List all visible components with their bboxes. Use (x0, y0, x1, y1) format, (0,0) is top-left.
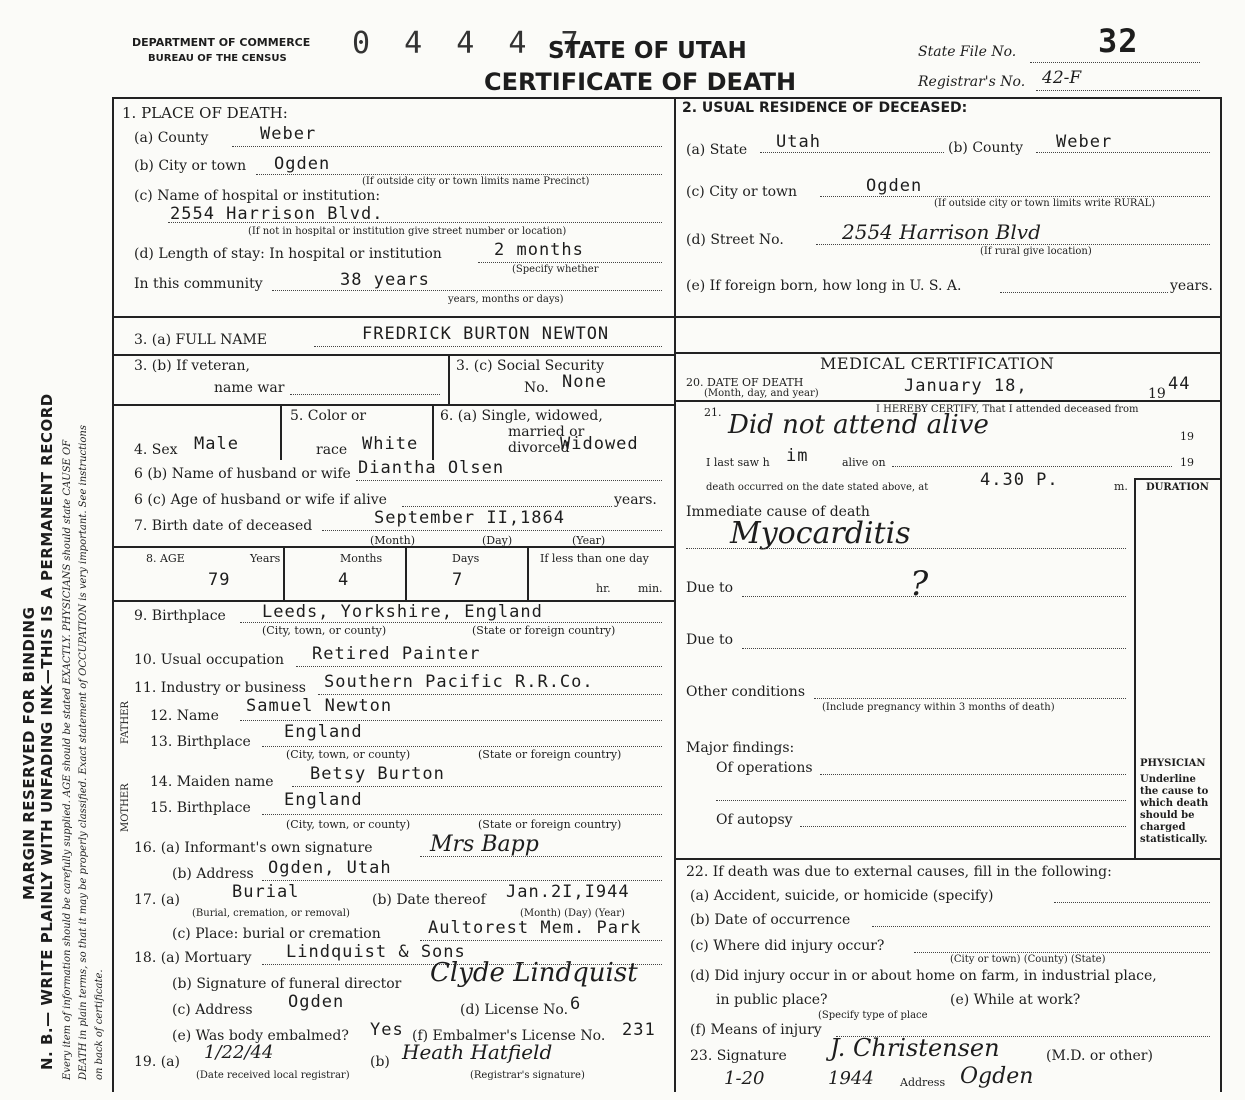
immediate-cause: Myocarditis (730, 516, 911, 551)
received-value: 1/22/44 (204, 1042, 274, 1063)
burial-value: Burial (232, 882, 300, 902)
physician-address: Ogden (960, 1064, 1034, 1089)
war-label: name war (214, 380, 285, 396)
pod-hospital-label: (c) Name of hospital or institution: (134, 188, 381, 204)
operations-label: Of operations (716, 760, 813, 776)
father-bp-state-note: (State or foreign country) (478, 748, 622, 761)
death-occurred-label: death occurred on the date stated above, at (706, 482, 929, 493)
occupation-value: Retired Painter (312, 644, 481, 664)
mother-bp-state-note: (State or foreign country) (478, 818, 622, 831)
less-than-day-label: If less than one day (540, 552, 649, 565)
pregnancy-note: (Include pregnancy within 3 months of death) (822, 702, 1055, 713)
pod-community: 38 years (340, 270, 430, 290)
director-signature: Clyde Lindquist (430, 958, 638, 988)
mortuary-value: Lindquist & Sons (286, 942, 466, 962)
mortuary-label: 18. (a) Mortuary (134, 950, 252, 966)
physician-address-label: Address (900, 1076, 946, 1089)
certify-handwriting: Did not attend alive (728, 410, 989, 440)
res-city: Ogden (866, 176, 923, 196)
pod-city-label: (b) City or town (134, 158, 247, 174)
informant-signature: Mrs Bapp (430, 832, 539, 857)
dod-year: 44 (1168, 374, 1191, 394)
marital-label: 6. (a) Single, widowed, (440, 408, 603, 424)
sex-value: Male (194, 434, 239, 454)
margin-reserved-text (20, 607, 38, 900)
pod-hospital: 2554 Harrison Blvd. (170, 204, 384, 224)
other-conditions-label: Other conditions (686, 684, 806, 700)
father-bp-city-note: (City, town, or county) (286, 748, 411, 761)
spouse-age-suffix: years. (614, 492, 657, 508)
registrar-signature: Heath Hatfield (402, 1040, 553, 1064)
duration-label: DURATION (1146, 482, 1209, 493)
informant-address: Ogden, Utah (268, 858, 392, 878)
nb-label: N. B.— (38, 1011, 56, 1070)
ss-label: 3. (c) Social Security (456, 358, 605, 374)
state-title: STATE OF UTAH (548, 38, 747, 64)
sex-label: 4. Sex (134, 442, 178, 458)
res-street-label: (d) Street No. (686, 232, 784, 248)
certify-year-1: 19 (1180, 430, 1194, 443)
pod-city: Ogden (274, 154, 331, 174)
pod-hospital-note: (If not in hospital or institution give street number or location) (248, 226, 567, 237)
immediate-label: Immediate cause of death (686, 504, 870, 520)
birthplace-label: 9. Birthplace (134, 608, 226, 624)
min-label: min. (638, 582, 663, 595)
burial-date: Jan.2I,I944 (506, 882, 630, 902)
dept-label: DEPARTMENT OF COMMERCE (132, 36, 311, 49)
pod-stay: 2 months (494, 240, 584, 260)
occupation-label: 10. Usual occupation (134, 652, 284, 668)
res-city-note: (If outside city or town limits write RURAL) (934, 198, 1156, 209)
birthplace-city-note: (City, town, or county) (262, 624, 387, 637)
due-to-label-2: Due to (686, 632, 734, 648)
ext-f-label: (f) Means of injury (690, 1022, 822, 1038)
time-value: 4.30 P. (980, 470, 1059, 490)
registrar-label: Registrar's No. (918, 74, 1026, 90)
ext-b-label: (b) Date of occurrence (690, 912, 851, 928)
race-value: White (362, 434, 419, 454)
physician-box-text: Underline the cause to which death should be charged statistically. (1140, 774, 1209, 845)
embalmer-value: 231 (622, 1020, 656, 1040)
physician-signature: J. Christensen (830, 1034, 1000, 1062)
res-foreign-suffix: years. (1170, 278, 1213, 294)
marital-label-3: divorced (508, 440, 570, 456)
birth-label: 7. Birth date of deceased (134, 518, 313, 534)
mother-birthplace: England (284, 790, 363, 810)
pod-community-note: years, months or days) (448, 294, 564, 305)
birth-value: September II,1864 (374, 508, 565, 528)
hr-label: hr. (596, 582, 611, 595)
father-birthplace-label: 13. Birthplace (150, 734, 251, 750)
margin-note-2: DEATH in plain terms, so that it may be properly classified. Exact statement of OCCUPATION is very important. See instructions (78, 425, 89, 1080)
burial-label: 17. (a) (134, 892, 180, 908)
months-label: Months (340, 552, 383, 565)
certify-text: I HEREBY CERTIFY, That I attended deceased from (876, 404, 1139, 415)
age-years: 79 (208, 570, 231, 590)
spouse-value: Diantha Olsen (358, 458, 505, 478)
state-file-no: 32 (1098, 22, 1139, 60)
burial-date-note: (Month) (Day) (Year) (520, 908, 625, 919)
burial-place-label: (c) Place: burial or cremation (172, 926, 381, 942)
received-note: (Date received local registrar) (196, 1070, 350, 1081)
last-saw-value: im (786, 446, 809, 466)
place-of-death-heading: 1. PLACE OF DEATH: (122, 104, 288, 122)
burial-date-label: (b) Date thereof (372, 892, 486, 908)
birthplace-value: Leeds, Yorkshire, England (262, 602, 543, 622)
mother-birthplace-label: 15. Birthplace (150, 800, 251, 816)
margin-note-3: on back of certificate. (94, 969, 105, 1080)
m-label: m. (1114, 480, 1128, 493)
mother-name-label: 14. Maiden name (150, 774, 274, 790)
physician-box-title: PHYSICIAN (1140, 758, 1206, 769)
res-foreign-label: (e) If foreign born, how long in U. S. A. (686, 278, 962, 294)
dod-year-prefix: 19 (1148, 386, 1166, 402)
external-heading: 22. If death was due to external causes, fill in the following: (686, 864, 1112, 880)
embalmer-label: (f) Embalmer's License No. (412, 1028, 606, 1044)
pod-county-label: (a) County (134, 130, 209, 146)
burial-note: (Burial, cremation, or removal) (192, 908, 350, 919)
ext-d-note: (Specify type of place (818, 1010, 928, 1021)
race-label: race (316, 442, 348, 458)
father-birthplace: England (284, 722, 363, 742)
spouse-age-label: 6 (c) Age of husband or wife if alive (134, 492, 387, 508)
registrar-sig-note: (Registrar's signature) (470, 1070, 585, 1081)
burial-place: Aultorest Mem. Park (428, 918, 642, 938)
father-name-label: 12. Name (150, 708, 219, 724)
received-label: 19. (a) (134, 1054, 180, 1070)
res-city-label: (c) City or town (686, 184, 798, 200)
pod-county: Weber (260, 124, 317, 144)
marital-value: Widowed (560, 434, 639, 454)
birth-month-note: (Month) (370, 534, 416, 547)
years-label: Years (250, 552, 281, 565)
full-name: FREDRICK BURTON NEWTON (362, 324, 610, 344)
embalmed-value: Yes (370, 1020, 404, 1040)
color-label: 5. Color or (290, 408, 367, 424)
mortuary-address-label: (c) Address (172, 1002, 253, 1018)
certificate-title: CERTIFICATE OF DEATH (484, 68, 797, 96)
signature-date: 1-20 (724, 1068, 765, 1089)
pod-community-label: In this community (134, 276, 263, 292)
mother-name: Betsy Burton (310, 764, 445, 784)
res-street: 2554 Harrison Blvd (842, 220, 1041, 244)
ext-c-label: (c) Where did injury occur? (690, 938, 885, 954)
margin-reserved-label: MARGIN RESERVED FOR BINDING (20, 606, 38, 900)
bureau-label: BUREAU OF THE CENSUS (148, 53, 287, 64)
ext-d2-label: in public place? (716, 992, 828, 1008)
industry-label: 11. Industry or business (134, 680, 306, 696)
autopsy-label: Of autopsy (716, 812, 793, 828)
alive-on-label: alive on (842, 456, 886, 469)
mortuary-address: Ogden (288, 992, 345, 1012)
birthplace-state-note: (State or foreign country) (472, 624, 616, 637)
ext-a-label: (a) Accident, suicide, or homicide (specify) (690, 888, 994, 904)
birth-day-note: (Day) (482, 534, 513, 547)
due-to-value-1: ? (910, 564, 929, 604)
mother-side-label: MOTHER (120, 783, 131, 832)
ext-c-note: (City or town) (County) (State) (950, 954, 1106, 965)
ext-e-label: (e) While at work? (950, 992, 1081, 1008)
license-value: 6 (570, 994, 582, 1014)
marital-label-2: married or (508, 424, 585, 440)
age-days: 7 (452, 570, 464, 590)
father-side-label: FATHER (120, 701, 131, 744)
medical-heading: MEDICAL CERTIFICATION (820, 354, 1055, 373)
ext-d-label: (d) Did injury occur in or about home on farm, in industrial place, (690, 968, 1157, 984)
residence-heading: 2. USUAL RESIDENCE OF DECEASED: (682, 100, 968, 116)
ss-value: None (562, 372, 607, 392)
last-saw-label: I last saw h (706, 456, 770, 469)
signature-suffix: (M.D. or other) (1046, 1048, 1153, 1064)
embalmed-label: (e) Was body embalmed? (172, 1028, 349, 1044)
director-label: (b) Signature of funeral director (172, 976, 402, 992)
certify-num: 21. (704, 406, 722, 419)
major-findings-label: Major findings: (686, 740, 795, 756)
res-state: Utah (776, 132, 821, 152)
full-name-label: 3. (a) FULL NAME (134, 332, 267, 348)
res-state-label: (a) State (686, 142, 748, 158)
due-to-label-1: Due to (686, 580, 734, 596)
dod-value: January 18, (904, 376, 1028, 396)
license-label: (d) License No. (460, 1002, 569, 1018)
pod-city-note: (If outside city or town limits name Precinct) (362, 176, 590, 187)
dod-label: 20. DATE OF DEATH (686, 376, 804, 389)
write-plainly-text: WRITE PLAINLY WITH UNFADING INK—THIS IS A PERMANENT RECORD (38, 393, 56, 1006)
spouse-label: 6 (b) Name of husband or wife (134, 466, 351, 482)
state-file-label: State File No. (918, 44, 1017, 60)
signature-label: 23. Signature (690, 1048, 787, 1064)
informant-label: 16. (a) Informant's own signature (134, 840, 373, 856)
registrar-no: 42-F (1042, 68, 1082, 88)
res-street-note: (If rural give location) (980, 246, 1092, 257)
signature-year: 1944 (828, 1068, 874, 1089)
informant-address-label: (b) Address (172, 866, 254, 882)
res-county: Weber (1056, 132, 1113, 152)
veteran-label: 3. (b) If veteran, (134, 358, 250, 374)
father-name: Samuel Newton (246, 696, 393, 716)
age-label: 8. AGE (146, 552, 185, 565)
birth-year-note: (Year) (572, 534, 606, 547)
pod-stay-label: (d) Length of stay: In hospital or institution (134, 246, 442, 262)
stamp-number: 0 4 4 4 7 (352, 26, 587, 61)
mother-bp-city-note: (City, town, or county) (286, 818, 411, 831)
res-county-label: (b) County (948, 140, 1024, 156)
industry-value: Southern Pacific R.R.Co. (324, 672, 594, 692)
certify-year-2: 19 (1180, 456, 1194, 469)
pod-stay-note: (Specify whether (512, 264, 599, 275)
margin-binding-text (38, 393, 56, 1070)
age-months: 4 (338, 570, 350, 590)
dod-note: (Month, day, and year) (704, 388, 819, 399)
ss-no-label: No. (524, 380, 549, 396)
margin-note-1: Every item of information should be carefully supplied. AGE should be stated EXACTLY. PHYSICIANS should state CAUSE OF (62, 439, 73, 1080)
days-label: Days (452, 552, 480, 565)
registrar-sig-label: (b) (370, 1054, 390, 1070)
